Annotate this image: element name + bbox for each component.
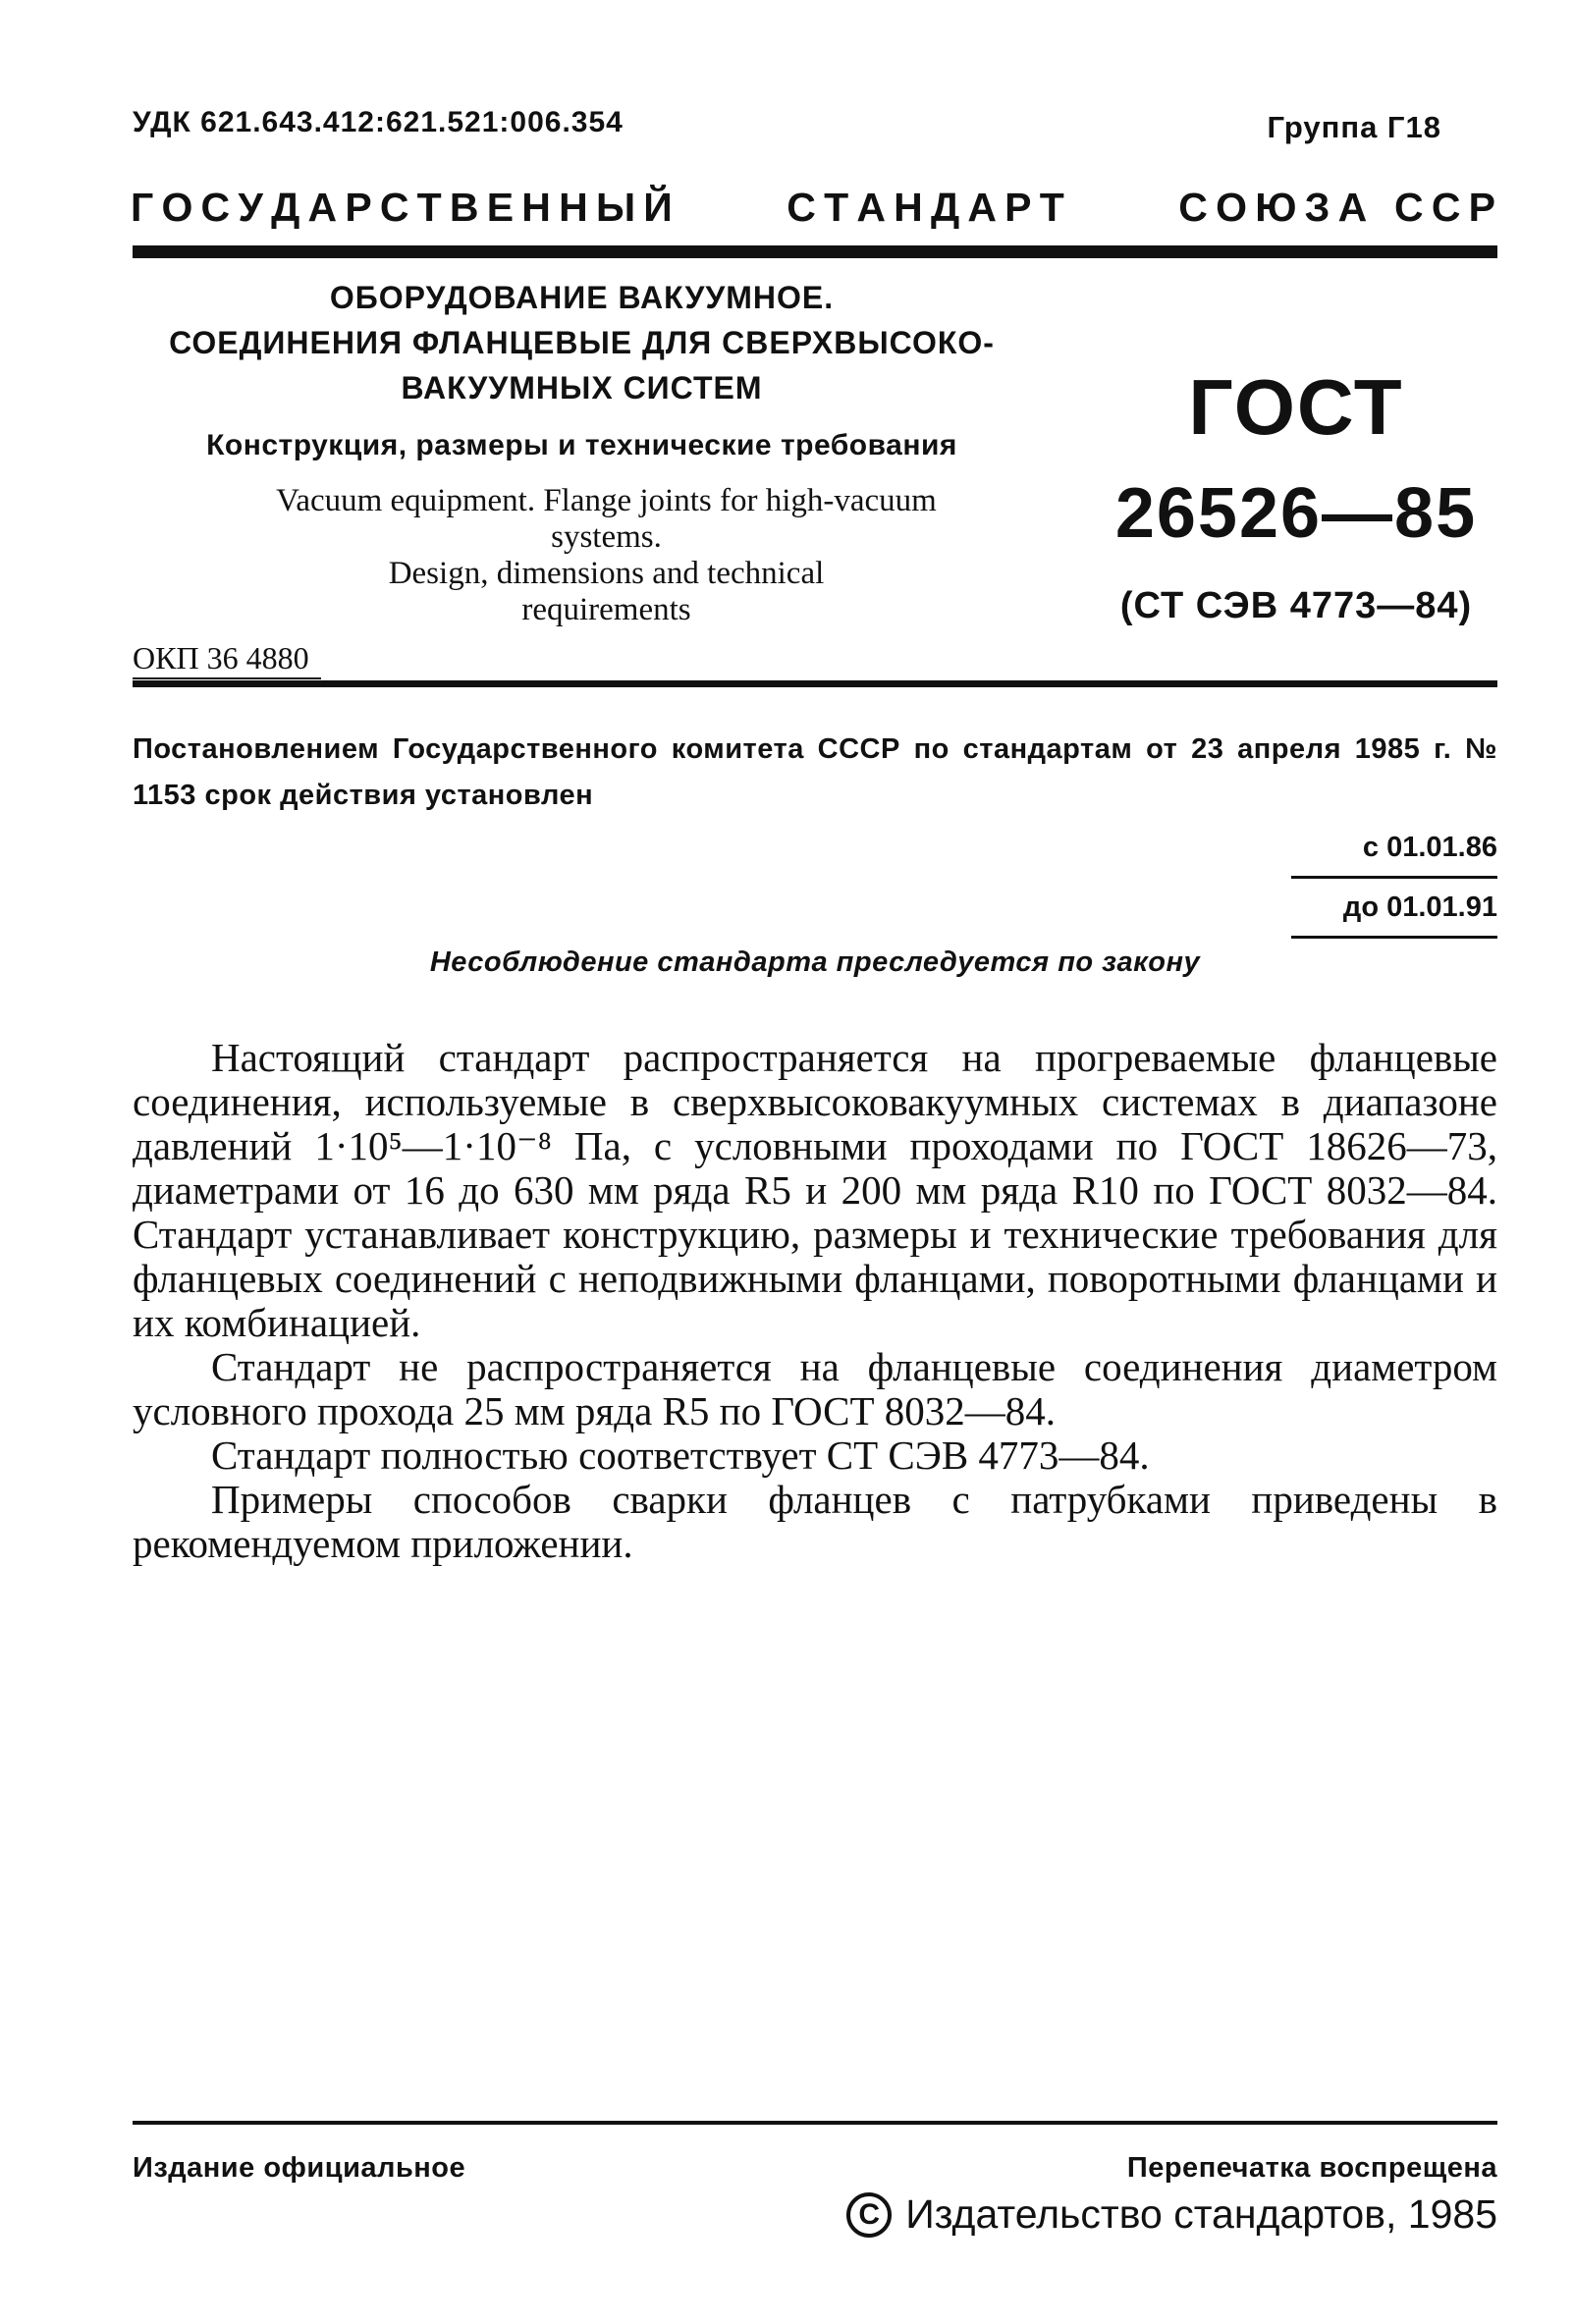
- title-line-1: ОБОРУДОВАНИЕ ВАКУУМНОЕ.: [329, 280, 835, 315]
- state-standard-banner: [131, 185, 1495, 231]
- gost-label: ГОСТ: [1188, 363, 1404, 451]
- gost-designation: [1080, 363, 1512, 630]
- decree-text: Постановлением Государственного комитета СССР по стандартам от 23 апреля 1985 г. № 1153 срок действия установлен: [133, 733, 1497, 811]
- title-english-line-2: systems.: [551, 519, 662, 555]
- udk-code: УДК 621.643.412:621.521:006.354: [133, 106, 624, 138]
- title-line-3: ВАКУУМНЫХ СИСТЕМ: [401, 370, 763, 405]
- paragraph: Стандарт не распространяется на фланцевые соединения диаметром условного прохода 25 мм ряда R5 по ГОСТ 8032—84.: [133, 1344, 1497, 1433]
- title-line-2: СОЕДИНЕНИЯ ФЛАНЦЕВЫЕ ДЛЯ СВЕРХВЫСОКО-: [169, 325, 995, 360]
- legal-warning: Несоблюдение стандарта преследуется по закону: [429, 946, 1201, 978]
- valid-to: до 01.01.91: [1291, 879, 1497, 939]
- publisher-name: Издательство стандартов, 1985: [905, 2191, 1497, 2237]
- classification-group: Группа Г18: [1267, 110, 1441, 144]
- header-rule: [133, 245, 1497, 258]
- paragraph: Настоящий стандарт распространяется на прогреваемые фланцевые соединения, используемые в сверхвысоковакуумных системах в диапазоне давлений 1·10⁵—1·10⁻⁸ Па, с условными проходами по ГОСТ 18626—73, диаметрами от 16 до 630 мм ряда R5 и 200 мм ряда R10 по ГОСТ 8032—84. Стандарт устанавливает конструкцию, размеры и технические требования для фланцевых соединений с неподвижными фланцами, поворотными фланцами и их комбинацией.: [133, 1035, 1497, 1345]
- copyright-icon: C: [846, 2192, 892, 2238]
- title-block: [133, 275, 1031, 467]
- banner-word-state: Г О С У Д А Р С Т В Е Н Н Ы Й: [131, 185, 673, 230]
- body-text: [133, 1036, 1497, 1566]
- footer-rule: [133, 2121, 1497, 2125]
- reprint-prohibited-note: Перепечатка воспрещена: [1126, 2152, 1497, 2184]
- paragraph: Примеры способов сварки фланцев с патрубками приведены в рекомендуемом приложении.: [133, 1477, 1497, 1566]
- official-edition-note: Издание официальное: [133, 2152, 466, 2184]
- okp-code: ОКП 36 4880: [133, 638, 321, 679]
- gost-number: 26526—85: [1114, 474, 1478, 553]
- paragraph: Стандарт полностью соответствует СТ СЭВ 4773—84.: [211, 1432, 1150, 1478]
- title-english: [157, 483, 1056, 628]
- title-rule: [133, 680, 1497, 687]
- publisher-line: [846, 2191, 1497, 2238]
- title-english-line-3: Design, dimensions and technical: [388, 556, 825, 591]
- title-english-line-1: Vacuum equipment. Flange joints for high-vacuum: [276, 483, 937, 518]
- cmea-reference: (СТ СЭВ 4773—84): [1119, 585, 1473, 626]
- subtitle-russian: Конструкция, размеры и технические требования: [206, 429, 957, 461]
- title-english-line-4: requirements: [521, 592, 691, 627]
- banner-word-ussr: С О Ю З А С С Р: [1178, 185, 1495, 230]
- banner-word-standard: С Т А Н Д А Р Т: [787, 185, 1064, 230]
- validity-period: [1291, 825, 1497, 939]
- valid-from: с 01.01.86: [1291, 825, 1497, 879]
